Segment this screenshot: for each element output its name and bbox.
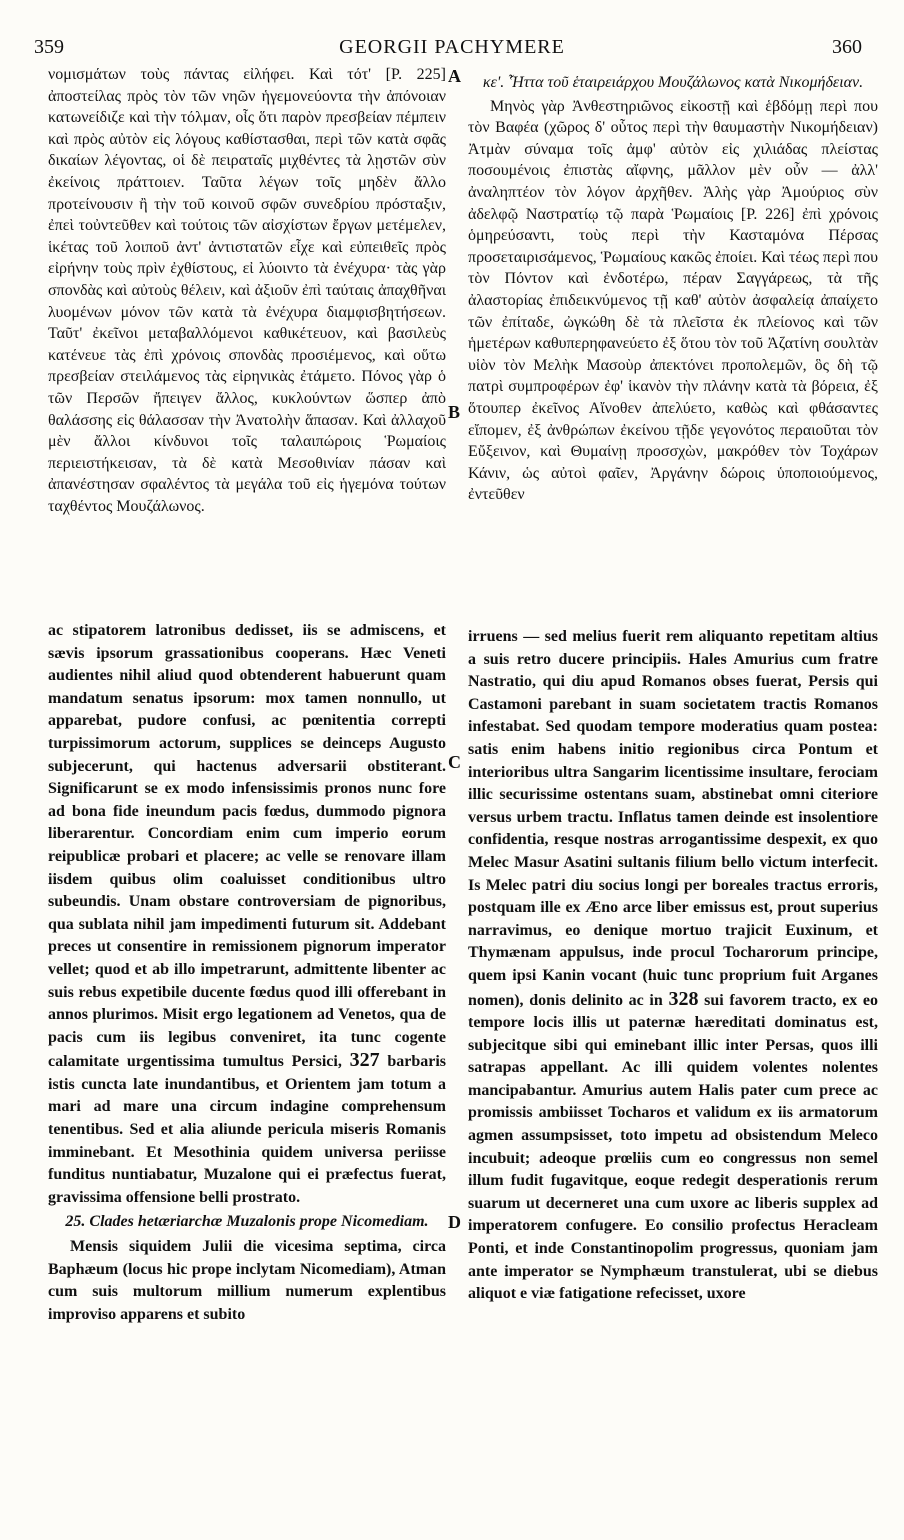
greek-paragraph-right: Μηνὸς γὰρ Ἀνθεστηριῶνος εἰκοστῇ καὶ ἑβδόμῃ περὶ που τὸν Βαφέα (χῶρος δ' οὗτος περὶ τὴν θαυμαστὴν Νικομήδειαν) Ἀτμὰν σύναμα τοῖς ἀμφ' αὐτὸν εἰς χιλιάδας πλείστας ποσουμένοις ἐπιστὰς αἴφνης, μᾶλλον μὲν οὖν — ἀλλ' ἀναληπτέον τὸν λόγον ἀρχῆθεν. Ἀλὴς γὰρ Ἀμούριος σὺν ἀδελφῷ Ναστρατίῳ τῷ παρὰ Ῥωμαίοις [P. 226] ἐπὶ χρόνοις ὁμηρεύσαντι, τοὺς περὶ τὴν Κασταμόνα Πέρσας προσεταιρισάμενος, Ῥωμαίους κακῶς ἐποίει. Καὶ τέως περὶ που τὸν Πόντον καὶ ἐνδοτέρω, πέραν Σαγγάρεως, τὰ τῆς ἀλαστορίας ἐπιδεικνύμενος τῇ καθ' αὐτὸν ἀσφαλείᾳ ἀπαίχετο τῶν ἐπίταδε, ὠγκώθη δὲ τὰ πλεῖστα ἐκ πλείονος καὶ τῶν ἡμετέρων καθυπερηφανεύετο ἐξ ὅτου τὸν τοῦ Ἀζατίνη σουλτὰν υἱὸν τὸν Μελὴκ Μασοὺρ ἀπεκτόνει προπολεμῶν, ὃς δὴ τῷ πατρὶ συμπροφέρων ἐφ' ἱκανὸν τὴν πλάνην κατὰ τὰ βόρεια, ἐξ ὅτουπερ ἐκεῖνος Αἴνοθεν ἀπελύετο, καθὼς καὶ φθάσαντες εἴπομεν, ἐξ ἀνθρώπων ἐκείνου τῇδε γεγονότος περαιοῦται τὸν Εὔξεινον, καὶ Θυμαίνῃ προσσχὼν, μακρόθεν τὸν Τοχάρων Κάνιν, ὡς αὐτοὶ φαῖεν, Ἀργάνην δώροις ὑποποιούμενος, ἐντεῦθεν <box>468 97 878 504</box>
running-header <box>24 34 880 62</box>
latin-text-right-column <box>468 626 878 1538</box>
running-title: GEORGII PACHYMERE <box>339 36 565 58</box>
latin-section-title: 25. Clades hetæriarchæ Muzalonis prope Nicomediam. <box>65 1213 429 1231</box>
margin-letter-d: D <box>448 1212 461 1232</box>
page-number-327: 327 <box>349 1049 380 1072</box>
latin-text-left-column <box>48 620 446 1538</box>
greek-text-left-column <box>48 64 446 604</box>
latin-paragraph-right: irruens — sed melius fuerit rem aliquanto repetitam altius a suis retro ducere principiis. Hales Amurius cum fratre Nastratio, qui diu apud Romanos obses fuerat, Persis qui Castamoni parebant in suam societatem tractis Romanos infestabat. Sed quodam tempore moderatius quam postea: satis enim habens initio regionibus circa Pontum et interioribus ultra Sangarim licentissime insultare, ferociam illic securissime ostentans suam, abstinebat omni citeriore versus urbem tractu. Inflatus tamen deinde est insolentiore confidentia, resque nostras arrogantissime despexit, ex quo Melec Masur Asatini sultanis filium bello victum interfecit. Is Melec patri diu socius longi per boreales tractus erroris, postquam ille ex Æno arce liber emissus est, prout superius narravimus, eo denique mortuo trajicit Euxinum, et Thymænam appulsus, inde procul Tocharorum principe, quem ipsi Kanin vocant (huic tunc proprium fuit Arganes nomen), donis delinito ac in 328 sui favorem tracto, ex eo tempore locis illis ut paternæ hæreditati dominatus est, subjecitque sibi qui eminebant illic inter Persas, quos illi satrapas appellant. Ac illi quidem volentes nolentes mancipabantur. Amurius autem Halis pater cum prece ac promissis ambiisset Tocharos et validum ex iis armatorum agmen assumpsisset, toto impetu ad obsistendum Meleco incubuit; adeoque prœliis cum eo congressus non semel illum fudit fugavitque, eoque redegit desperationis rerum suarum ut decerneret una cum uxore ac liberis supplex ad imperatorem confugere. Eo consilio profectus Heracleam Ponti, et inde Constantinopolim progressus, quoniam jam ante imperator se Nymphæum transtulerat, ubi se diebus aliquot e viæ fatigatione refecisset, uxore <box>468 628 878 1303</box>
page-number-right: 360 <box>832 36 862 58</box>
latin-paragraph-left-a: ac stipatorem latronibus dedisset, iis se admiscens, et sævis ipsorum grassationibus cooperans. Hæc Veneti audientes nihil aliud quod obtenderent habuerunt quam mandatum senatus ipsorum: mox tamen nonnullo, ut apparebat, pudore confusi, ac pœnitentia correpti turpissimorum actorum, supplices se deinceps Augusto subjecerunt, qui hactenus adversarii obstiterant. Significarunt se ex modo infensissimis pronos nunc fore ad bona fide ineundum pacis fœdus, dummodo pignora liberarentur. Concordiam enim cum imperio eorum reipublicæ probari et placere; ac velle se renovare illam iisdem quibus olim coaluisset conditionibus ultro subeundis. Unam obstare controversiam de pignoribus, qua sublata nihil jam impedimenti futurum sit. Addebant preces ut consentire in remissionem pignorum imperator vellet; quod et ab illo impetrarunt, admittente libenter ac suis rebus expetibile ducente fœdus quod illi offerebant in annos plurimos. Misit ergo legationem ad Venetos, qua de pacis cum iis legibus conveniret, ita tunc cogente calamitate urgentissima tumultus Persici, 327 barbaris istis cuncta late inundantibus, et Orientem jam totum a mari ad mare una circum indagine comprehensum tenentibus. Sed et alia aliunde pericula miseris Romanis imminebant. Et Mesothinia quidem universa periisse funditus nuntiabatur, Muzalone qui ei præfectus fuerat, gravissima offensione belli prostrato. <box>48 622 446 1206</box>
greek-text-right-column <box>468 70 878 602</box>
greek-paragraph-left: νομισμάτων τοὺς πάντας εἰλήφει. Καὶ τότ' [P. 225] ἀποστείλας πρὸς τὸν τῶν νηῶν ἡγεμονεύοντα τὴν ἀπόνοιαν κατωνείδιζε καὶ τὴν τόλμαν, οἷς ὅτι παρὸν πρεσβείαν πέμπειν καὶ πρὸς αὐτὸν εἰς λόγους καθίστασθαι, περὶ τῶν κατὰ σφᾶς δικαίων λέγοντας, οἱ δὲ πειραταῖς μιχθέντες τὰ λῃστῶν σὺν ἐκείνοις πράττοιεν. Ταῦτα λέγων τοῖς μηδὲν ἄλλο προτείνουσιν ἢ τὴν τοῦ κοινοῦ σφῶν συνεδρίου πρόσταξιν, ἐπεὶ τοὐντεῦθεν καὶ τούτοις τῶν αἰσχίστων ἔργων μετέμελεν, ἱκέτας τοῦ λοιποῦ ἀντ' ἀντιστατῶν εἶχε καὶ εὐπειθεῖς πρὸς εἰρήνην τοὺς πρὶν ἐχθίστους, εἰ λύοιντο τὰ ἐνέχυρα· τὰς γὰρ σπονδὰς καὶ αὐτοὺς θέλειν, καὶ ἀξιοῦν ἐπὶ ταύταις ἀπαχθῆναι λυομένων μόνον τῶν κατὰ τὰ ἐνέχυρα διαμφισβητήσεων. Ταῦτ' ἐκεῖνοι μεταβαλλόμενοι καθικέτευον, καὶ βασιλεὺς κατένευε τὰς ἐπὶ χρόνοις σπονδὰς προσιέμενος, καὶ οὕτω πρεσβείαν στειλάμενος τὰς εἰρηνικὰς ἐτάμετο. Πόνος γὰρ ὁ τῶν Περσῶν ἤπειγεν ἄλλος, κυκλούντων ὥσπερ ἀπὸ θαλάσσης εἰς θάλασσαν τὴν Ἀνατολὴν ἅπασαν. Καὶ ἀλλαχοῦ μὲν ἄλλοι κίνδυνοι τοῖς ταλαιπώροις Ῥωμαίοις περιειστήκεισαν, τὰ δὲ κατὰ Μεσοθινίαν πάσαν καὶ ἀπανέστησαν σφαλέντος τὰ μεγάλα τοῦ εἰς ἡγεμόνα τούτων ταχθέντος Μουζάλωνος. <box>48 66 446 515</box>
margin-letter-b: B <box>448 402 461 422</box>
page-number-328: 328 <box>668 987 699 1010</box>
greek-section-title: κε'. Ἧττα τοῦ ἑταιρειάρχου Μουζάλωνος κατὰ Νικομήδειαν. <box>482 74 864 91</box>
margin-letter-a: A <box>448 66 461 86</box>
page-number-left: 359 <box>34 36 64 58</box>
margin-letter-c: C <box>448 752 461 772</box>
latin-paragraph-left-c: Mensis siquidem Julii die vicesima septima, circa Baphæum (locus hic prope inclytam Nicomediam), Atman cum suis multorum millium numerum explentibus improviso apparens et subito <box>48 1238 446 1323</box>
